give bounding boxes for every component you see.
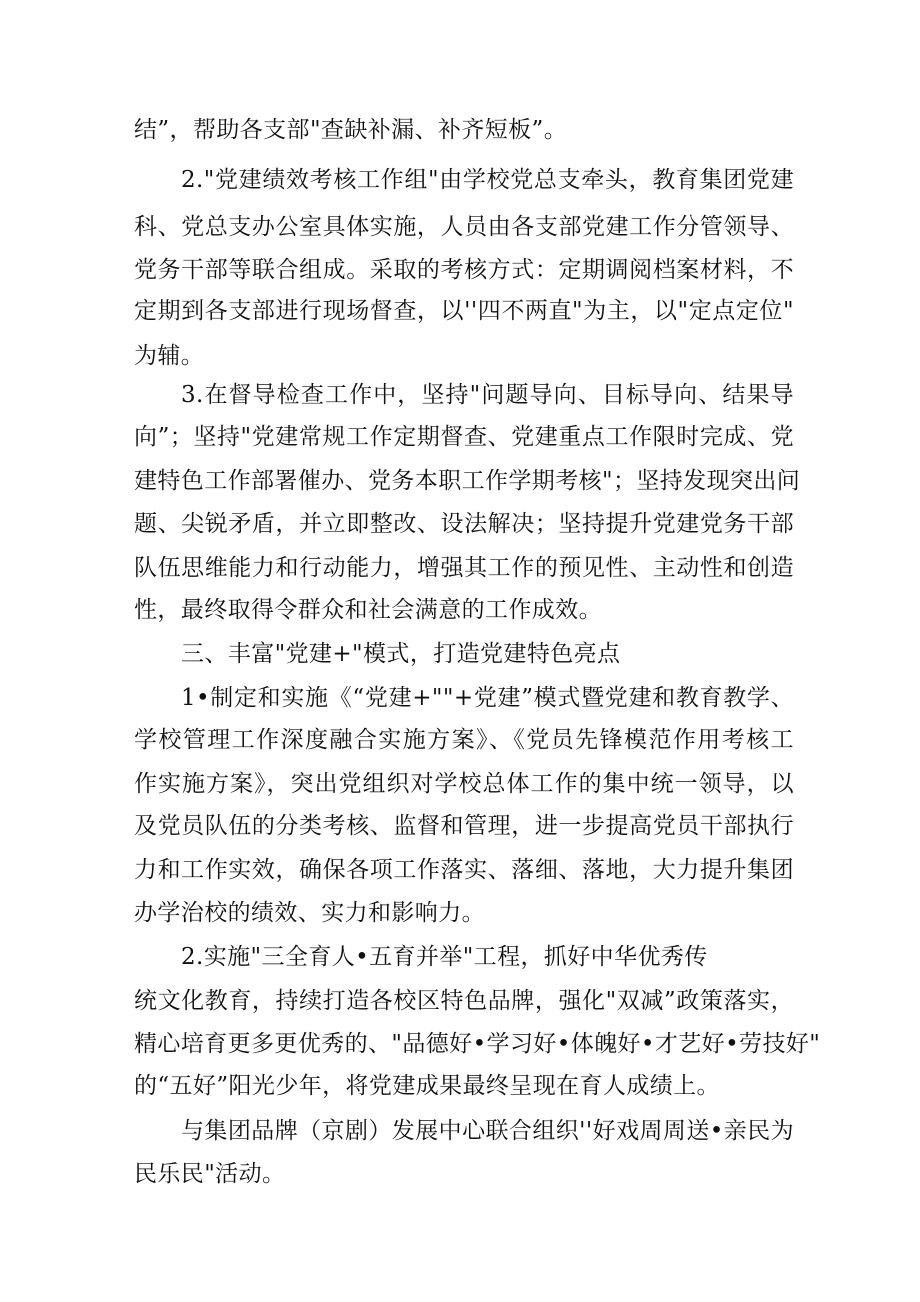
text-line: 精心培育更多更优秀的、"品德好•学习好•体魄好•才艺好•劳技好" [134, 1031, 821, 1057]
text-line: 及党员队伍的分类考核、监督和管理，进一步提高党员干部执行 [134, 813, 794, 839]
text-line: 2."党建绩效考核工作组"由学校党总支牵头，教育集团党建 [181, 167, 794, 193]
text-line: 结”，帮助各支部"查缺补漏、补齐短板”。 [134, 117, 568, 143]
text-line: 作实施方案》，突出党组织对学校总体工作的集中统一领导，以 [134, 771, 794, 797]
text-line: 与集团品牌（京剧）发展中心联合组织''好戏周周送•亲民为 [181, 1118, 794, 1144]
text-line: 统文化教育，持续打造各校区特色品牌，强化"双减”政策落实， [134, 988, 794, 1014]
text-line: 科、党总支办公室具体实施，人员由各支部党建工作分管领导、 [134, 214, 794, 240]
text-line: 题、尖锐矛盾，并立即整改、设法解决；坚持提升党建党务干部 [134, 511, 794, 537]
text-line: 办学治校的绩效、实力和影响力。 [134, 900, 485, 926]
text-line: 定期到各支部进行现场督查，以''四不两直"为主，以"定点定位" [134, 298, 794, 324]
text-line: 党务干部等联合组成。采取的考核方式：定期调阅档案材料，不 [134, 257, 794, 283]
text-line: 1•制定和实施《“党建+""+党建”模式暨党建和教育教学、 [181, 685, 794, 711]
text-line: 的“五好”阳光少年，将党建成果最终呈现在育人成绩上。 [134, 1073, 720, 1099]
text-line: 力和工作实效，确保各项工作落实、落细、落地，大力提升集团 [134, 857, 794, 883]
text-line: 向”；坚持"党建常规工作定期督查、党建重点工作限时完成、党 [134, 424, 794, 450]
text-line: 3.在督导检查工作中，坚持"问题导向、目标导向、结果导 [181, 382, 794, 408]
text-line: 学校管理工作深度融合实施方案》、《党员先锋模范作用考核工 [134, 727, 794, 753]
text-line: 民乐民"活动。 [134, 1161, 286, 1187]
text-line: 性，最终取得令群众和社会满意的工作成效。 [134, 597, 602, 623]
text-line: 2.实施"三全育人•五育并举"工程，抓好中华优秀传 [181, 944, 708, 970]
section-heading: 三、丰富"党建+"模式，打造党建特色亮点 [181, 641, 621, 667]
text-line: 队伍思维能力和行动能力，增强其工作的预见性、主动性和创造 [134, 555, 794, 581]
text-line: 为辅。 [134, 343, 205, 369]
text-line: 建特色工作部署催办、党务本职工作学期考核"；坚持发现突出问 [134, 468, 801, 494]
